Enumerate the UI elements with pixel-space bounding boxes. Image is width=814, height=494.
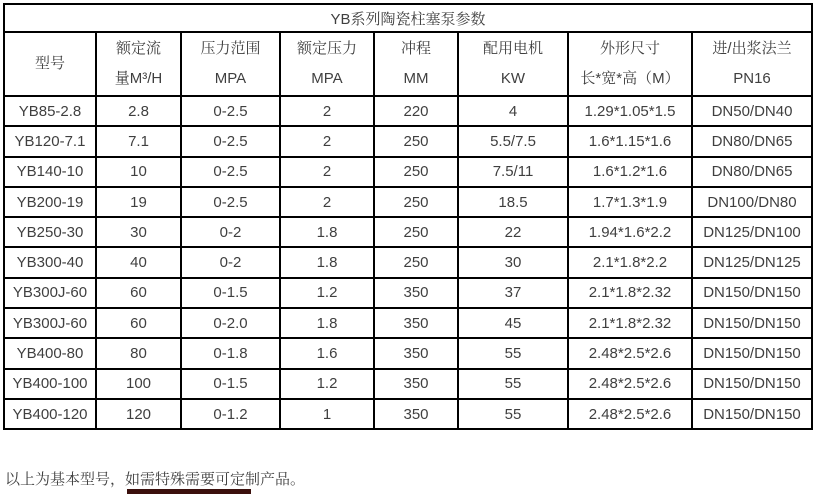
column-header-7: [692, 32, 812, 96]
value-cell: 60: [96, 308, 181, 338]
value-cell: 0-1.5: [181, 369, 280, 399]
column-header-line: 进/出浆法兰: [712, 40, 792, 57]
value-cell: 120: [96, 399, 181, 429]
table-row-5: [4, 247, 812, 277]
value-cell: DN150/DN150: [692, 338, 812, 368]
value-cell: DN150/DN150: [692, 369, 812, 399]
value-cell: 40: [96, 247, 181, 277]
footer-note: 以上为基本型号，如需特殊需要可定制产品。: [5, 471, 306, 488]
value-cell: 2.48*2.5*2.6: [568, 338, 692, 368]
value-cell: 2.48*2.5*2.6: [568, 399, 692, 429]
value-cell: 250: [374, 217, 458, 247]
value-cell: 1.6*1.15*1.6: [568, 126, 692, 156]
value-cell: 1.7*1.3*1.9: [568, 187, 692, 217]
value-cell: 1.6: [280, 338, 374, 368]
value-cell: DN125/DN100: [692, 217, 812, 247]
value-cell: 2.48*2.5*2.6: [568, 369, 692, 399]
value-cell: DN150/DN150: [692, 308, 812, 338]
value-cell: 1.29*1.05*1.5: [568, 96, 692, 126]
table-title: YB系列陶瓷柱塞泵参数: [4, 4, 812, 32]
value-cell: 0-2: [181, 247, 280, 277]
value-cell: 0-2.5: [181, 126, 280, 156]
value-cell: 1.94*1.6*2.2: [568, 217, 692, 247]
value-cell: 10: [96, 157, 181, 187]
column-header-1: [96, 32, 181, 96]
column-header-line: 压力范围: [200, 40, 261, 57]
value-cell: 2: [280, 157, 374, 187]
value-cell: 2.1*1.8*2.2: [568, 247, 692, 277]
column-header-2: [181, 32, 280, 96]
model-cell: YB400-120: [4, 399, 96, 429]
model-cell: YB120-7.1: [4, 126, 96, 156]
value-cell: 250: [374, 247, 458, 277]
value-cell: 220: [374, 96, 458, 126]
value-cell: 30: [96, 217, 181, 247]
table-row-1: [4, 126, 812, 156]
column-header-5: [458, 32, 568, 96]
column-header-line: KW: [500, 70, 526, 87]
table-row-4: [4, 217, 812, 247]
value-cell: 0-1.2: [181, 399, 280, 429]
value-cell: 0-2.5: [181, 187, 280, 217]
column-header-4: [374, 32, 458, 96]
value-cell: 1.2: [280, 278, 374, 308]
value-cell: 2: [280, 187, 374, 217]
column-header-line: PN16: [733, 70, 771, 87]
value-cell: 7.1: [96, 126, 181, 156]
model-cell: YB400-100: [4, 369, 96, 399]
column-header-3: [280, 32, 374, 96]
table-header-row: [4, 32, 812, 96]
model-cell: YB300J-60: [4, 278, 96, 308]
column-header-line: 配用电机: [482, 40, 543, 57]
value-cell: 30: [458, 247, 568, 277]
table-row-10: [4, 399, 812, 429]
value-cell: 19: [96, 187, 181, 217]
value-cell: 350: [374, 278, 458, 308]
value-cell: 0-2: [181, 217, 280, 247]
column-header-line: MPA: [311, 70, 343, 87]
partial-bottom-bar: [127, 489, 251, 494]
value-cell: 2.8: [96, 96, 181, 126]
model-cell: YB300J-60: [4, 308, 96, 338]
value-cell: 250: [374, 187, 458, 217]
value-cell: 18.5: [458, 187, 568, 217]
column-header-line: 长*宽*高（M）: [580, 70, 680, 87]
value-cell: 1: [280, 399, 374, 429]
value-cell: 4: [458, 96, 568, 126]
value-cell: 2.1*1.8*2.32: [568, 308, 692, 338]
value-cell: 350: [374, 399, 458, 429]
model-cell: YB300-40: [4, 247, 96, 277]
model-cell: YB250-30: [4, 217, 96, 247]
value-cell: 45: [458, 308, 568, 338]
column-header-6: [568, 32, 692, 96]
value-cell: 55: [458, 369, 568, 399]
model-cell: YB85-2.8: [4, 96, 96, 126]
column-header-line: 冲程: [400, 40, 431, 57]
value-cell: 60: [96, 278, 181, 308]
value-cell: 250: [374, 157, 458, 187]
value-cell: DN125/DN125: [692, 247, 812, 277]
table-row-7: [4, 308, 812, 338]
value-cell: 55: [458, 399, 568, 429]
value-cell: DN150/DN150: [692, 399, 812, 429]
value-cell: 250: [374, 126, 458, 156]
value-cell: 1.6*1.2*1.6: [568, 157, 692, 187]
value-cell: 2: [280, 126, 374, 156]
value-cell: 1.8: [280, 217, 374, 247]
column-header-line: 外形尺寸: [599, 40, 660, 57]
value-cell: 37: [458, 278, 568, 308]
value-cell: 0-2.0: [181, 308, 280, 338]
value-cell: 1.2: [280, 369, 374, 399]
column-header-line: 型号: [34, 55, 65, 72]
value-cell: 1.8: [280, 308, 374, 338]
value-cell: 55: [458, 338, 568, 368]
value-cell: 1.8: [280, 247, 374, 277]
table-row-9: [4, 369, 812, 399]
model-cell: YB400-80: [4, 338, 96, 368]
table-row-2: [4, 157, 812, 187]
column-header-line: 额定流: [115, 40, 161, 57]
value-cell: 0-2.5: [181, 157, 280, 187]
value-cell: DN100/DN80: [692, 187, 812, 217]
value-cell: 100: [96, 369, 181, 399]
value-cell: DN150/DN150: [692, 278, 812, 308]
column-header-line: MM: [403, 70, 429, 87]
table-row-0: [4, 96, 812, 126]
value-cell: 0-2.5: [181, 96, 280, 126]
value-cell: 22: [458, 217, 568, 247]
value-cell: 350: [374, 338, 458, 368]
value-cell: 2: [280, 96, 374, 126]
model-cell: YB140-10: [4, 157, 96, 187]
value-cell: 350: [374, 308, 458, 338]
value-cell: 5.5/7.5: [458, 126, 568, 156]
value-cell: DN80/DN65: [692, 126, 812, 156]
table-row-6: [4, 278, 812, 308]
value-cell: 80: [96, 338, 181, 368]
value-cell: DN80/DN65: [692, 157, 812, 187]
table-title-row: [4, 4, 812, 32]
value-cell: DN50/DN40: [692, 96, 812, 126]
column-header-line: MPA: [214, 70, 247, 87]
value-cell: 350: [374, 369, 458, 399]
value-cell: 0-1.5: [181, 278, 280, 308]
column-header-0: [4, 32, 96, 96]
table-row-3: [4, 187, 812, 217]
table-row-8: [4, 338, 812, 368]
pump-spec-table: [3, 3, 813, 430]
value-cell: 7.5/11: [458, 157, 568, 187]
value-cell: 2.1*1.8*2.32: [568, 278, 692, 308]
column-header-line: 量M³/H: [114, 70, 163, 87]
value-cell: 0-1.8: [181, 338, 280, 368]
column-header-line: 额定压力: [296, 40, 357, 57]
model-cell: YB200-19: [4, 187, 96, 217]
